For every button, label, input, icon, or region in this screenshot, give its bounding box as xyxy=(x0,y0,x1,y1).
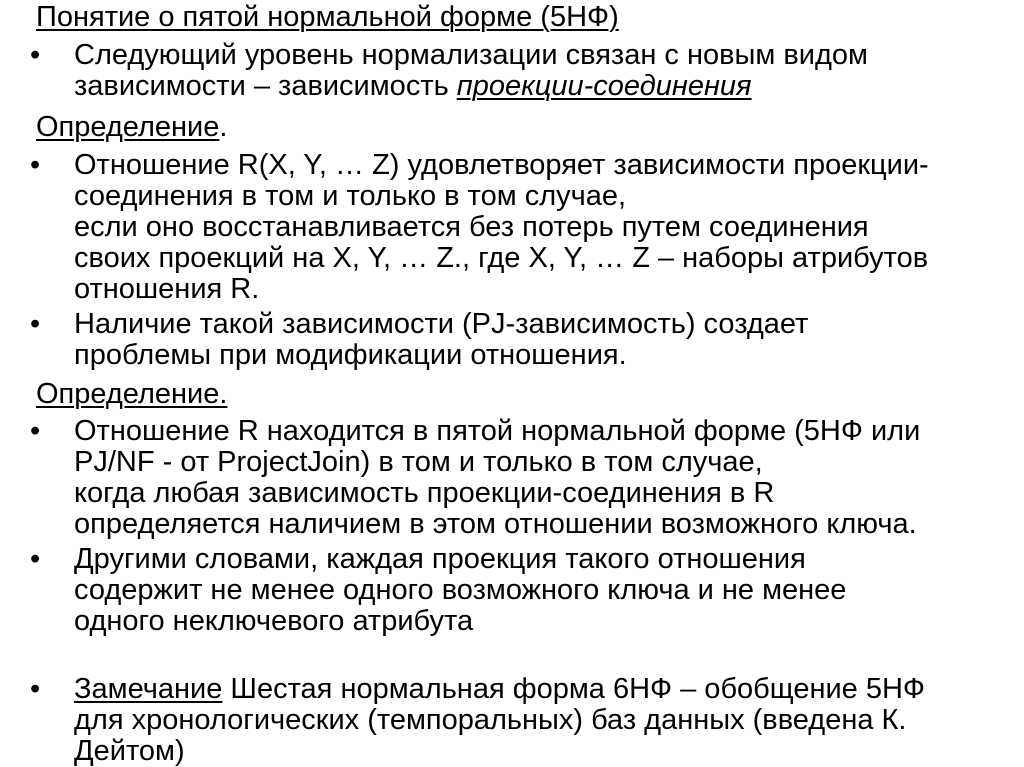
bullet-line: своих проекций на X, Y, … Z., где X, Y, … Z – наборы атрибутов xyxy=(74,242,929,274)
bullet-line xyxy=(74,71,1019,102)
bullet-line: содержит не менее одного возможного ключа и не менее xyxy=(74,574,847,606)
bullet-line: определяется наличием в этом отношении возможного ключа. xyxy=(74,508,917,540)
bullet-line: одного неключевого атрибута xyxy=(74,605,474,637)
bullet-line: Наличие такой зависимости (PJ-зависимость) создает xyxy=(74,308,809,340)
bullet-line: отношения R. xyxy=(74,273,260,305)
bullet-line: Следующий уровень нормализации связан с новым видом xyxy=(74,39,868,71)
bullet-text xyxy=(74,416,1019,540)
bullet-line xyxy=(74,674,1019,705)
bullet-marker: • xyxy=(30,415,41,447)
bullet-line: Отношение R(X, Y, … Z) удовлетворяет зависимости проекции- xyxy=(74,149,929,181)
remark-label: Замечание xyxy=(74,673,223,705)
bullet-text xyxy=(74,150,1019,305)
bullet-text xyxy=(74,40,1019,102)
slide-title: Понятие о пятой нормальной форме (5НФ) xyxy=(36,1,619,33)
definition-heading-1 xyxy=(36,112,227,143)
bullet-line: если оно восстанавливается без потерь путем соединения xyxy=(74,211,869,243)
bullet-line: когда любая зависимость проекции-соединения в R xyxy=(74,477,775,509)
definition-period: . xyxy=(219,111,228,143)
bullet-line: Отношение R находится в пятой нормальной форме (5НФ или xyxy=(74,415,921,447)
bullet-line: проблемы при модификации отношения. xyxy=(74,339,627,371)
bullet-marker: • xyxy=(30,308,41,340)
bullet-line-text: Шестая нормальная форма 6НФ – обобщение 5НФ xyxy=(222,673,925,705)
bullet-line: соединения в том и только в том случае, xyxy=(74,180,627,212)
bullet-marker: • xyxy=(30,673,41,705)
definition-heading-2: Определение. xyxy=(36,378,228,410)
bullet-marker: • xyxy=(30,543,41,575)
bullet-line-text: зависимости – зависимость xyxy=(74,70,457,102)
bullet-line: для хронологических (темпоральных) баз данных (введена К. xyxy=(74,704,907,736)
bullet-text xyxy=(74,674,1019,767)
bullet-line: PJ/NF - от ProjectJoin) в том и только в том случае, xyxy=(74,446,763,478)
bullet-text xyxy=(74,544,1019,637)
pj-dependency-term: проекции-соединения xyxy=(456,70,752,102)
bullet-line: Другими словами, каждая проекция такого отношения xyxy=(74,543,806,575)
bullet-line: Дейтом) xyxy=(74,735,185,767)
bullet-text xyxy=(74,309,1019,371)
bullet-marker: • xyxy=(30,149,41,181)
definition-label: Определение xyxy=(36,111,220,143)
bullet-marker: • xyxy=(30,39,41,71)
